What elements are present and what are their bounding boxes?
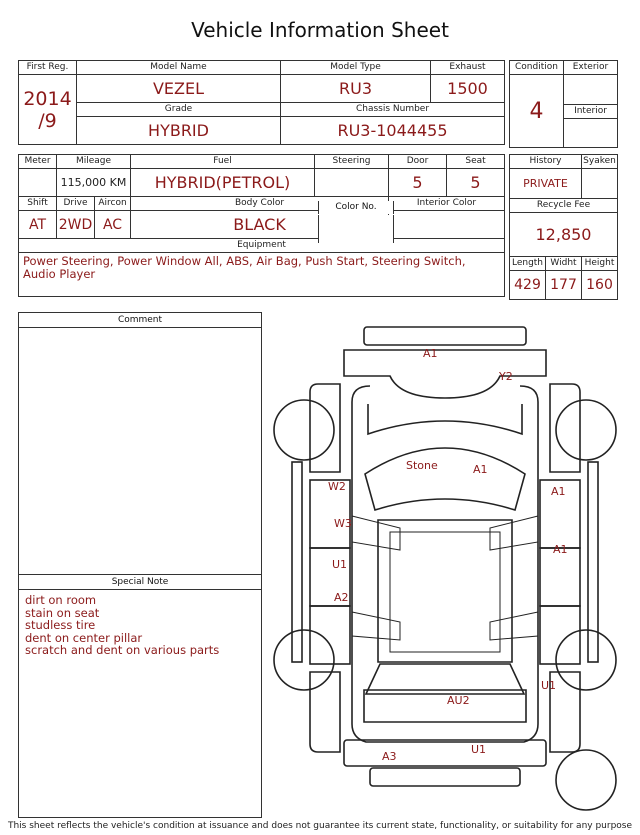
special-notes-list [19, 590, 261, 657]
interior-color-value [389, 211, 505, 239]
interior-color-label: Interior Color [389, 197, 505, 211]
model-name-value: VEZEL [77, 75, 281, 103]
history-value: PRIVATE [510, 169, 582, 199]
grade-value: HYBRID [77, 117, 281, 145]
body-color-label: Body Color [131, 197, 389, 211]
damage-mark-left-rear-door: U1 [332, 558, 348, 571]
first-reg-year: 2014 [23, 87, 72, 110]
steering-label: Steering [315, 155, 389, 169]
special-note-label: Special Note [19, 574, 261, 590]
damage-mark-left-quarter: A2 [334, 591, 349, 604]
comment-box [18, 312, 262, 818]
special-note-item: stain on seat [25, 605, 100, 620]
shift-label: Shift [19, 197, 57, 211]
grade-label: Grade [77, 103, 281, 117]
damage-mark-front-right: Y2 [499, 370, 513, 383]
page-title: Vehicle Information Sheet [191, 18, 449, 42]
exhaust-label: Exhaust [431, 61, 505, 75]
seat-value: 5 [447, 169, 505, 197]
damage-mark-right-front-fender: A1 [551, 485, 566, 498]
door-value: 5 [389, 169, 447, 197]
model-name-label: Model Name [77, 61, 281, 75]
interior-label: Interior [564, 105, 618, 119]
mileage-label: Mileage [57, 155, 131, 169]
interior-value [564, 119, 618, 148]
fuel-label: Fuel [131, 155, 315, 169]
car-outline [274, 327, 616, 810]
aircon-label: Aircon [95, 197, 131, 211]
drive-value: 2WD [57, 211, 95, 239]
special-note-item: studless tire [25, 618, 96, 632]
car-damage-diagram [270, 322, 620, 820]
damage-mark-hood-stone: Stone [406, 459, 438, 472]
aircon-value: AC [95, 211, 131, 239]
meter-value [19, 169, 57, 197]
condition-label: Condition [510, 61, 564, 75]
model-type-value: RU3 [281, 75, 431, 103]
damage-mark-roof-front: A1 [423, 347, 438, 360]
shift-value: AT [19, 211, 57, 239]
history-label: History [510, 155, 582, 169]
equipment-label: Equipment [19, 239, 505, 253]
special-note-item: dent on center pillar [25, 630, 143, 645]
condition-table [509, 60, 618, 148]
chassis-number-value: RU3-1044455 [281, 117, 505, 145]
comment-text [19, 328, 261, 574]
chassis-number-label: Chassis Number [281, 103, 505, 117]
recycle-fee-value: 12,850 [510, 213, 618, 257]
damage-mark-rear-bumper-left: A3 [382, 750, 397, 763]
first-reg-label: First Reg. [19, 61, 77, 75]
damage-mark-hood: A1 [473, 463, 488, 476]
syaken-value [582, 169, 618, 199]
exhaust-value: 1500 [431, 75, 505, 103]
damage-mark-rear-right: U1 [541, 679, 557, 692]
damage-mark-trunk: AU2 [447, 694, 470, 707]
length-value: 429 [510, 271, 546, 300]
meter-label: Meter [19, 155, 57, 169]
model-type-label: Model Type [281, 61, 431, 75]
damage-mark-rear-bumper-right: U1 [471, 743, 487, 756]
drive-label: Drive [57, 197, 95, 211]
special-note-item: scratch and dent on various parts [25, 643, 220, 657]
height-label: Height [582, 257, 618, 271]
color-no-label: Color No. [318, 201, 394, 214]
exterior-label: Exterior [564, 61, 618, 75]
recycle-fee-label: Recycle Fee [510, 199, 618, 213]
color-no-value [318, 215, 394, 243]
door-label: Door [389, 155, 447, 169]
length-label: Length [510, 257, 546, 271]
damage-mark-left-front-door: W3 [334, 517, 352, 530]
fuel-value: HYBRID(PETROL) [131, 169, 315, 197]
width-value: 177 [546, 271, 582, 300]
seat-label: Seat [447, 155, 505, 169]
syaken-label: Syaken [582, 155, 618, 169]
exterior-value [564, 75, 618, 105]
steering-value [315, 169, 389, 197]
comment-label: Comment [19, 313, 261, 328]
damage-mark-left-front-fender: W2 [328, 480, 346, 493]
body-color-value: BLACK [131, 211, 389, 239]
first-reg-value [19, 75, 77, 145]
equipment-value: Power Steering, Power Window All, ABS, Air Bag, Push Start, Steering Switch, Audio Player [19, 253, 505, 297]
condition-score: 4 [510, 75, 564, 148]
width-label: Widht [546, 257, 582, 271]
first-reg-month: /9 [38, 109, 57, 132]
height-value: 160 [582, 271, 618, 300]
history-table [509, 154, 618, 300]
basic-info-table [18, 60, 505, 145]
damage-mark-right-front-door: A1 [553, 543, 568, 556]
special-note-item: dirt on room [25, 593, 97, 607]
specs-table [18, 154, 505, 297]
disclaimer-footer: This sheet reflects the vehicle's condition at issuance and does not guarantee its current state, functionality, or suitability for any purpose [7, 821, 633, 831]
mileage-value: 115,000 KM [57, 169, 131, 197]
